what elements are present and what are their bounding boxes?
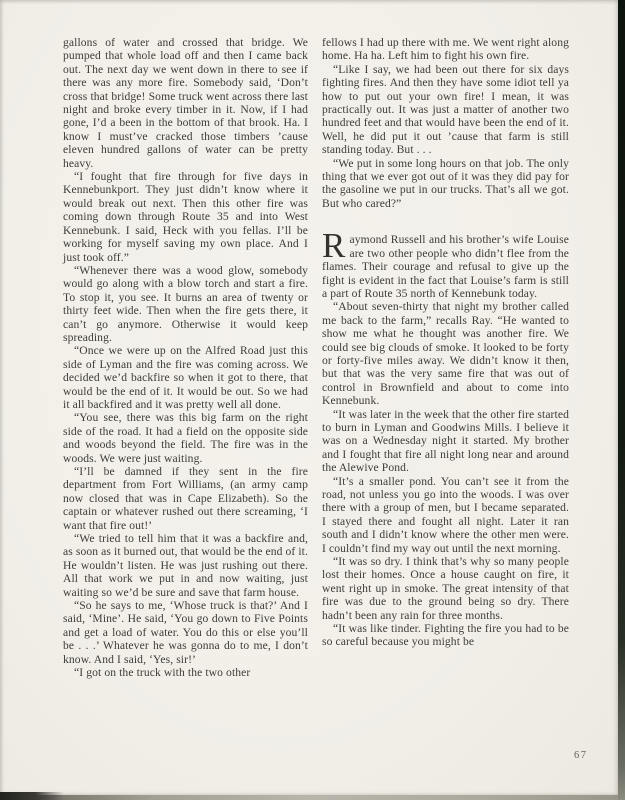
paragraph: “It was like tinder. Fighting the fire you had to be so careful because you might be <box>322 622 569 649</box>
paragraph: gallons of water and crossed that bridge. We pumped that whole load off and then I came back out. The next day we went down in there to see if there was any more fire. Somebody said, ‘Don’t cross that bridge! Some truck went across there last night and broke every timber in it. Now, if I had gone, I’d a been in the bottom of that brook. Ha. I know I must’ve cracked those timbers ’cause eleven hundred gallons of water can be pretty heavy. <box>63 36 308 170</box>
page-number: 67 <box>574 750 588 761</box>
section-opening-text: aymond Russell and his brother’s wife Louise are two other people who didn’t flee from the flames. Their courage and refusal to give up the fight is evident in the fact that Louise’s farm is still a part of Route 35 north of Kennebunk today. <box>322 233 569 300</box>
paragraph: “You see, there was this big farm on the right side of the road. It had a field on the opposite side and woods beyond the field. The fire was in the woods. We were just waiting. <box>63 411 308 465</box>
paragraph: “We tried to tell him that it was a backfire and, as soon as it burned out, that would be the end of it. He wouldn’t listen. He was just rushing out there. All that work we put in and now waiting, just waiting so we’d be sure and save that farm house. <box>63 532 308 599</box>
paragraph: fellows I had up there with me. We went right along home. Ha ha. Left him to fight his own fire. <box>322 36 569 63</box>
paragraph: “We put in some long hours on that job. The only thing that we ever got out of it was they did pay for the gasoline we put in our trucks. That’s all we got. But who cared?” <box>322 156 569 210</box>
right-column <box>322 36 569 649</box>
paragraph: “It was later in the week that the other fire started to burn in Lyman and Goodwins Mills. I believe it was on a Wednesday night it started. My brother and I fought that fire all night long near and around the Alewive Pond. <box>322 407 569 475</box>
page-corner-shadow <box>0 792 64 800</box>
paragraph: “It’s a smaller pond. You can’t see it from the road, not unless you go into the woods. I was over there with a group of men, but I became separated. I stayed there and fought all night. Later it ran south and I didn’t know where the other men were. I couldn’t find my way out until the next morning. <box>322 474 569 555</box>
paragraph: “I’ll be damned if they sent in the fire department from Fort Williams, (an army camp now closed that was in Cape Elizabeth). So the captain or whatever rushed out there screaming, ‘I want that fire out!’ <box>63 465 308 532</box>
section-opening-paragraph <box>322 226 569 300</box>
paragraph: “Once we were up on the Alfred Road just this side of Lyman and the fire was coming across. We decided we’d backfire so when it got to there, that would be the end of it. It would be out. So we had it all backfired and it was pretty well all done. <box>63 344 308 411</box>
page-edge-shadow-right <box>618 0 625 800</box>
page-edge-shadow-bottom <box>0 795 618 800</box>
left-column <box>63 36 308 680</box>
paragraph: “Like I say, we had been out there for six days fighting fires. And then they have some idiot tell ya how to put out your own fire! I mean, it was practically out. It was just a matter of another two hundred feet and that would have been the end of it. Well, he did put it out ’cause that farm is still standing today. But . . . <box>322 62 569 157</box>
paragraph: “About seven-thirty that night my brother called me back to the farm,” recalls Ray. “He wanted to show me what he thought was another fire. We could see big clouds of smoke. It looked to be forty or forty-five miles away. We didn’t know it then, but that was the very same fire that was out of control in Brownfield and about to come into Kennebunk. <box>322 300 569 408</box>
dropcap-letter: R <box>322 226 346 266</box>
paragraph: “I fought that fire through for five days in Kennebunkport. They just didn’t know where it would break out next. Then this other fire was coming down through Route 35 and into West Kennebunk. I said, Heck with you fellas. I’ll be working for myself saving my own place. And I just took off.” <box>63 170 308 264</box>
paragraph: “Whenever there was a wood glow, somebody would go along with a blow torch and start a fire. To stop it, you see. It burns an area of twenty or thirty feet wide. Then when the fire gets there, it can’t go anymore. Otherwise it would keep spreading. <box>63 263 308 344</box>
paragraph: “It was so dry. I think that’s why so many people lost their homes. Once a house caught on fire, it went right up in smoke. The great intensity of that fire was due to the ground being so dry. There hadn’t been any rain for three months. <box>322 555 569 622</box>
paragraph: “So he says to me, ‘Whose truck is that?’ And I said, ‘Mine’. He said, ‘You go down to Five Points and get a load of water. You do this or else you’ll be . . .’ Whatever he was gonna do to me, I don’t know. And I said, ‘Yes, sir!’ <box>63 599 308 666</box>
paragraph: “I got on the truck with the two other <box>74 666 251 680</box>
